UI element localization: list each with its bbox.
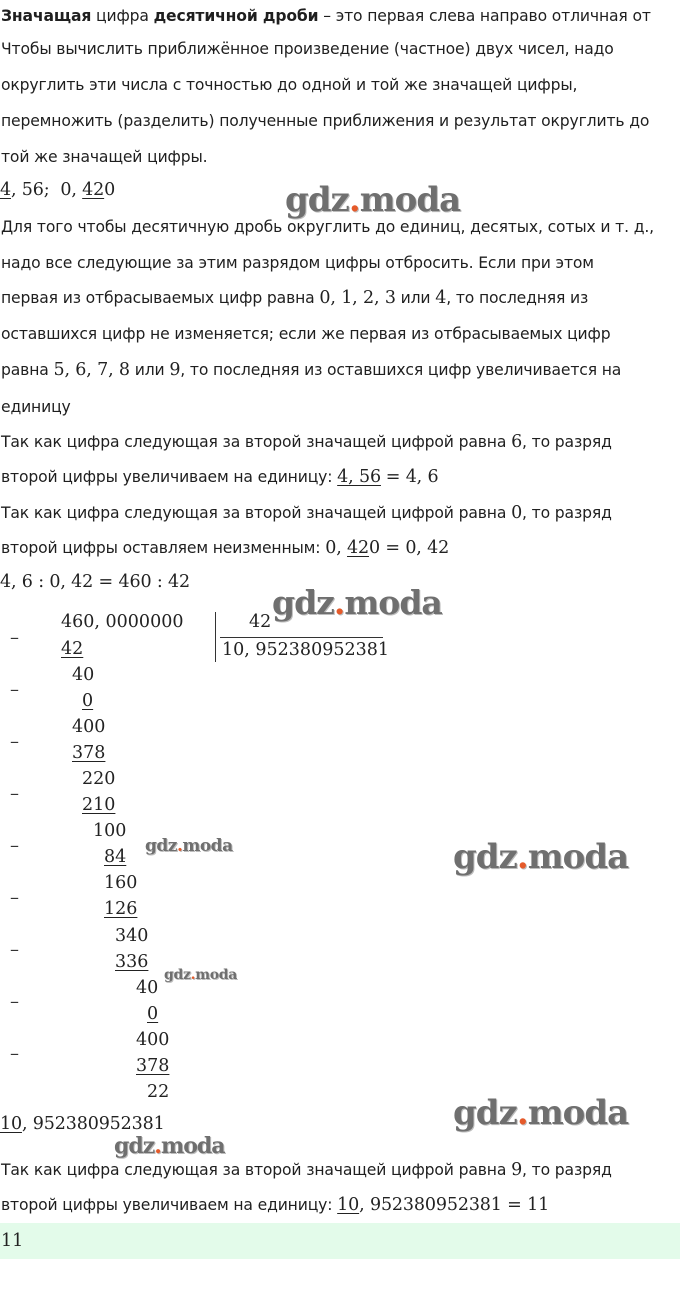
step-text: второй цифры увеличиваем на единицу: xyxy=(1,468,333,486)
rounding-rule-line: единицу xyxy=(1,398,71,416)
watermark xyxy=(145,836,233,856)
digit: 6 xyxy=(511,432,523,452)
digit: 4 xyxy=(435,288,447,308)
remainder: 400 xyxy=(136,1030,170,1050)
watermark-text: gdz xyxy=(272,583,334,622)
digit: 9 xyxy=(169,360,181,380)
minus-sign: – xyxy=(10,887,19,908)
step-text: второй цифры оставляем неизменным: xyxy=(1,539,321,557)
watermark-dot: . xyxy=(348,180,360,220)
rounding-rule-line: оставшихся цифр не изменяется; если же первая из отбрасываемых цифр xyxy=(1,325,611,343)
result-line xyxy=(0,1114,165,1134)
rule-line: перемножить (разделить) полученные приближения и результат округлить до xyxy=(1,112,650,130)
rule-line: округлить эти числа с точностью до одной и той же значащей цифры, xyxy=(1,76,578,94)
rounding-rule-line: надо все следующие за этим разрядом цифры отбросить. Если при этом xyxy=(1,254,594,272)
rule-text: равна xyxy=(1,361,49,379)
remainder: 40 xyxy=(136,978,159,998)
number-underlined: 4 xyxy=(0,180,11,200)
division-equation: 4, 6 : 0, 42 = 460 : 42 xyxy=(0,572,190,592)
rule-text: , то последняя из оставшихся цифр увеличивается на xyxy=(180,361,622,379)
minus-sign: – xyxy=(10,991,19,1012)
step-text: Так как цифра следующая за второй значащей цифрой равна xyxy=(1,1161,507,1179)
answer-box xyxy=(0,1223,680,1259)
subtrahend: 126 xyxy=(104,899,138,919)
equation: 0 = 0, 42 xyxy=(369,538,450,558)
watermark-text: gdz xyxy=(145,836,177,856)
result-rest: , 952380952381 xyxy=(21,1114,165,1134)
number-prefix: 0, xyxy=(60,180,83,200)
rule-line: той же значащей цифры. xyxy=(1,148,208,166)
watermark-dot: . xyxy=(176,836,183,856)
watermark xyxy=(272,583,442,622)
rounding-rule-line xyxy=(1,288,588,308)
term-significant: Значащая xyxy=(1,7,92,25)
minus-sign: – xyxy=(10,939,19,960)
remainder: 22 xyxy=(147,1082,170,1102)
subtrahend: 336 xyxy=(115,952,149,972)
quotient: 10, 952380952381 xyxy=(222,640,390,660)
rule-line: Чтобы вычислить приближённое произведение (частное) двух чисел, надо xyxy=(1,40,614,58)
remainder: 160 xyxy=(104,873,138,893)
watermark-text: moda xyxy=(527,1093,629,1133)
dividend: 460, 0000000 xyxy=(61,612,184,632)
watermark xyxy=(453,837,628,877)
rule-text: или xyxy=(400,289,431,307)
watermark-dot: . xyxy=(190,967,196,983)
step-text: , то разряд xyxy=(522,1161,612,1179)
watermark-text: moda xyxy=(195,967,238,983)
watermark xyxy=(114,1133,225,1159)
watermark-dot: . xyxy=(333,583,345,622)
minus-sign: – xyxy=(10,731,19,752)
definition-line xyxy=(1,7,651,25)
underlined-number: 4, 56 xyxy=(337,467,381,487)
answer-value: 11 xyxy=(1,1231,24,1251)
remainder: 340 xyxy=(115,926,149,946)
watermark xyxy=(164,967,237,983)
watermark-text: moda xyxy=(344,583,442,622)
remainder: 100 xyxy=(93,821,127,841)
step3-line xyxy=(1,1195,549,1215)
rule-text: , то последняя из xyxy=(446,289,589,307)
step2-line xyxy=(1,503,612,523)
step1-line xyxy=(1,432,612,452)
equation: , 952380952381 = 11 xyxy=(359,1195,550,1215)
step2-line xyxy=(1,538,449,558)
underlined-number: 42 xyxy=(347,538,369,558)
remainder: 400 xyxy=(72,717,106,737)
rule-text: или xyxy=(134,361,165,379)
digits: 0, 1, 2, 3 xyxy=(319,288,396,308)
underlined-number: 10 xyxy=(0,1114,22,1134)
watermark xyxy=(453,1093,628,1133)
subtrahend: 210 xyxy=(82,795,116,815)
rounding-rule-line xyxy=(1,360,621,380)
remainder: 40 xyxy=(72,665,95,685)
subtrahend: 42 xyxy=(61,639,84,659)
number-rest: , 56; xyxy=(10,180,50,200)
step3-line xyxy=(1,1160,612,1180)
watermark-text: gdz xyxy=(285,180,349,220)
watermark-text: gdz xyxy=(114,1133,155,1159)
minus-sign: – xyxy=(10,679,19,700)
watermark-text: moda xyxy=(160,1133,225,1159)
digit: 9 xyxy=(511,1160,523,1180)
step-text: второй цифры увеличиваем на единицу: xyxy=(1,1196,333,1214)
term-decimal-fraction: десятичной дроби xyxy=(153,7,319,25)
minus-sign: – xyxy=(10,1043,19,1064)
watermark-dot: . xyxy=(154,1133,161,1159)
step-text: , то разряд xyxy=(522,504,612,522)
remainder: 220 xyxy=(82,769,116,789)
subtrahend: 0 xyxy=(82,691,94,711)
definition-text: цифра xyxy=(96,7,149,25)
watermark-text: gdz xyxy=(164,967,191,983)
rounding-rule-line: Для того чтобы десятичную дробь округлить до единиц, десятых, сотых и т. д., xyxy=(1,218,654,236)
watermark-text: moda xyxy=(527,837,629,877)
digits: 5, 6, 7, 8 xyxy=(53,360,130,380)
definition-text-rest: – это первая слева направо отличная от xyxy=(323,7,651,25)
underlined-number: 10 xyxy=(337,1195,360,1215)
division-horizontal-line xyxy=(220,637,383,638)
subtrahend: 378 xyxy=(136,1056,170,1076)
watermark-dot: . xyxy=(516,1093,528,1133)
subtrahend: 84 xyxy=(104,847,127,867)
watermark-text: gdz xyxy=(453,1093,517,1133)
division-vertical-line xyxy=(215,612,216,662)
watermark xyxy=(285,180,460,220)
divisor: 42 xyxy=(249,612,272,632)
step1-line xyxy=(1,467,439,487)
rule-text: первая из отбрасываемых цифр равна xyxy=(1,289,315,307)
number-prefix: 0, xyxy=(325,538,348,558)
subtrahend: 0 xyxy=(147,1004,159,1024)
number-rest: 0 xyxy=(104,180,116,200)
step-text: Так как цифра следующая за второй значащей цифрой равна xyxy=(1,433,507,451)
number-underlined: 42 xyxy=(82,180,105,200)
step-text: Так как цифра следующая за второй значащей цифрой равна xyxy=(1,504,507,522)
watermark-dot: . xyxy=(516,837,528,877)
watermark-text: moda xyxy=(182,836,233,856)
minus-sign: – xyxy=(10,783,19,804)
subtrahend: 378 xyxy=(72,743,106,763)
watermark-text: moda xyxy=(359,180,461,220)
step-text: , то разряд xyxy=(522,433,612,451)
digit: 0 xyxy=(511,503,523,523)
equation: = 4, 6 xyxy=(385,467,439,487)
numbers-line xyxy=(0,180,115,200)
watermark-text: gdz xyxy=(453,837,517,877)
minus-sign: – xyxy=(10,627,19,648)
minus-sign: – xyxy=(10,835,19,856)
